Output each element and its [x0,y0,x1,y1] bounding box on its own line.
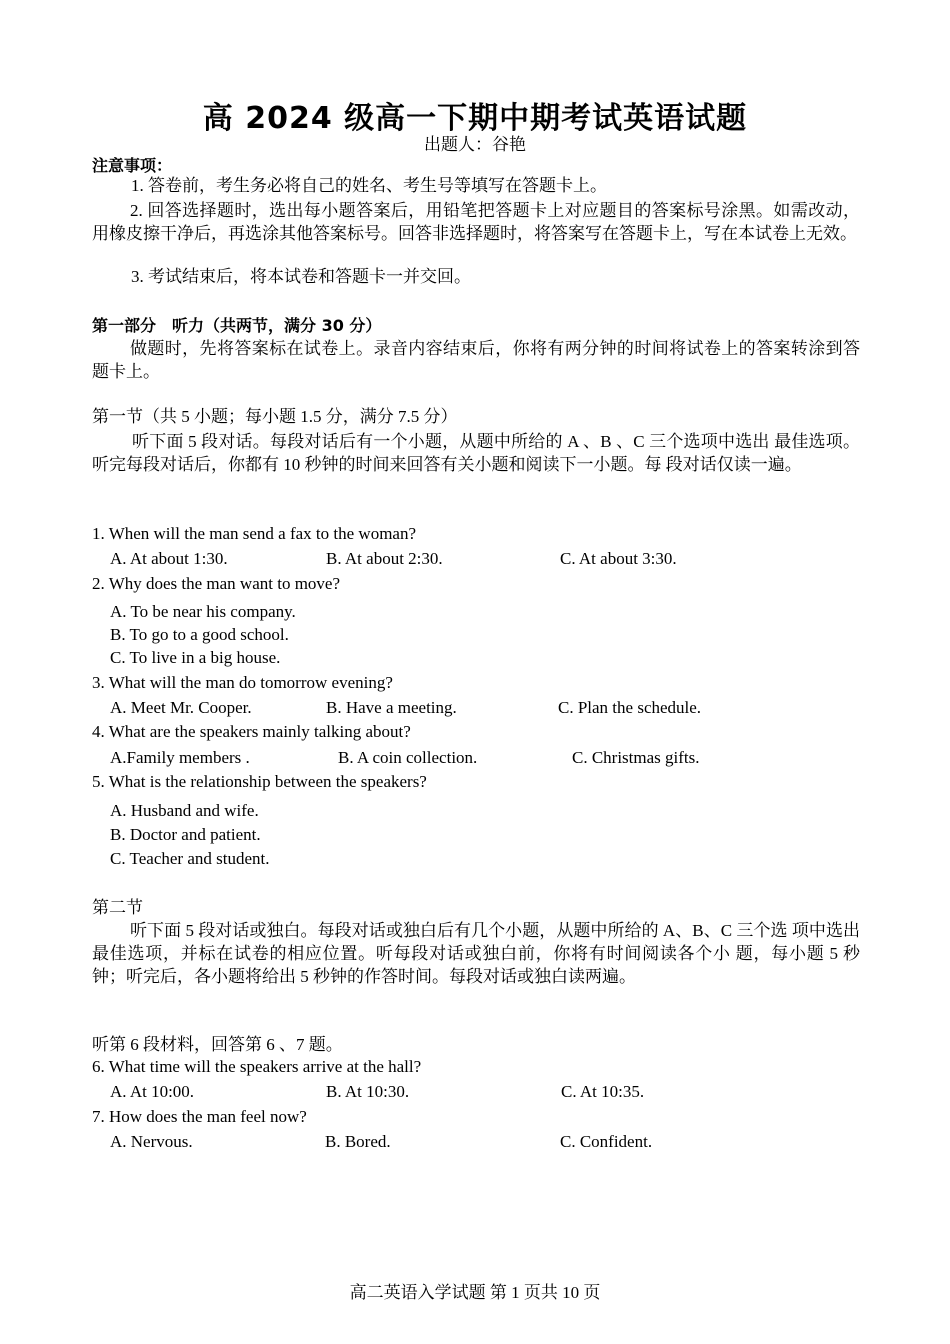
section1-heading: 第一节（共 5 小题；每小题 1.5 分，满分 7.5 分） [92,407,458,426]
page-footer: 高二英语入学试题 第 1 页共 10 页 [349,1283,601,1302]
q6-option-c: C. At 10:35. [561,1082,645,1101]
q7-option-a: A. Nervous. [110,1132,193,1151]
part1-heading: 第一部分 听力（共两节，满分 30 分） [92,316,382,335]
q1-option-b: B. At about 2:30. [326,549,443,568]
q5-option-b: B. Doctor and patient. [110,825,261,844]
q2-option-a: A. To be near his company. [110,602,296,621]
section2-heading: 第二节 [92,898,143,917]
q3-option-c: C. Plan the schedule. [558,698,702,717]
question-5: 5. What is the relationship between the speakers? [92,772,427,791]
q5-option-a: A. Husband and wife. [110,801,259,820]
q1-option-a: A. At about 1:30. [110,549,228,568]
q7-option-c: C. Confident. [560,1132,653,1151]
notice-item-1: 1. 答卷前，考生务必将自己的姓名、考生号等填写在答题卡上。 [131,176,607,195]
material-6-prompt: 听第 6 段材料，回答第 6 、7 题。 [92,1035,343,1054]
q7-option-b: B. Bored. [325,1132,391,1151]
q4-option-c: C. Christmas gifts. [572,748,700,767]
question-6: 6. What time will the speakers arrive at the hall? [92,1057,422,1076]
q2-option-b: B. To go to a good school. [110,625,289,644]
q3-option-b: B. Have a meeting. [326,698,457,717]
q3-option-a: A. Meet Mr. Cooper. [110,698,252,717]
notice-heading: 注意事项： [92,156,173,175]
q6-option-a: A. At 10:00. [110,1082,195,1101]
section1-instruction: 听下面 5 段对话。每段对话后有一个小题，从题中所给的 A 、B 、C 三个选项中选出 最佳选项。听完每段对话后，你都有 10 秒钟的时间来回答有关小题和阅读下一小题。每 段对话仅读一遍。 [92,432,860,474]
notice-item-2: 2. 回答选择题时，选出每小题答案后，用铅笔把答题卡上对应题目的答案标号涂黑。如需改动，用橡皮擦干净后，再选涂其他答案标号。回答非选择题时，将答案写在答题卡上，写在本试卷上无效。 [92,201,860,243]
author-line: 出题人：谷艳 [424,135,526,154]
question-1: 1. When will the man send a fax to the woman? [92,524,417,543]
notice-item-3: 3. 考试结束后，将本试卷和答题卡一并交回。 [131,267,471,286]
question-7: 7. How does the man feel now? [92,1107,307,1126]
q4-option-a: A.Family members . [110,748,250,767]
question-4: 4. What are the speakers mainly talking about? [92,722,411,741]
question-3: 3. What will the man do tomorrow evening? [92,673,393,692]
q6-option-b: B. At 10:30. [326,1082,410,1101]
question-2: 2. Why does the man want to move? [92,574,341,593]
q4-option-b: B. A coin collection. [338,748,478,767]
part1-instruction: 做题时，先将答案标在试卷上。录音内容结束后，你将有两分钟的时间将试卷上的答案转涂到答题卡上。 [92,339,860,381]
section2-instruction: 听下面 5 段对话或独白。每段对话或独白后有几个小题，从题中所给的 A、B、C 三个选 项中选出最佳选项，并标在试卷的相应位置。听每段对话或独白前，你将有时间阅读各个小 题，每小题 5 秒钟；听完后，各小题将给出 5 秒钟的作答时间。每段对话或独白读两遍。 [92,921,860,986]
q1-option-c: C. At about 3:30. [560,549,677,568]
exam-title: 高 2024 级高一下期中期考试英语试题 [202,101,748,136]
q2-option-c: C. To live in a big house. [110,648,281,667]
q5-option-c: C. Teacher and student. [110,849,270,868]
